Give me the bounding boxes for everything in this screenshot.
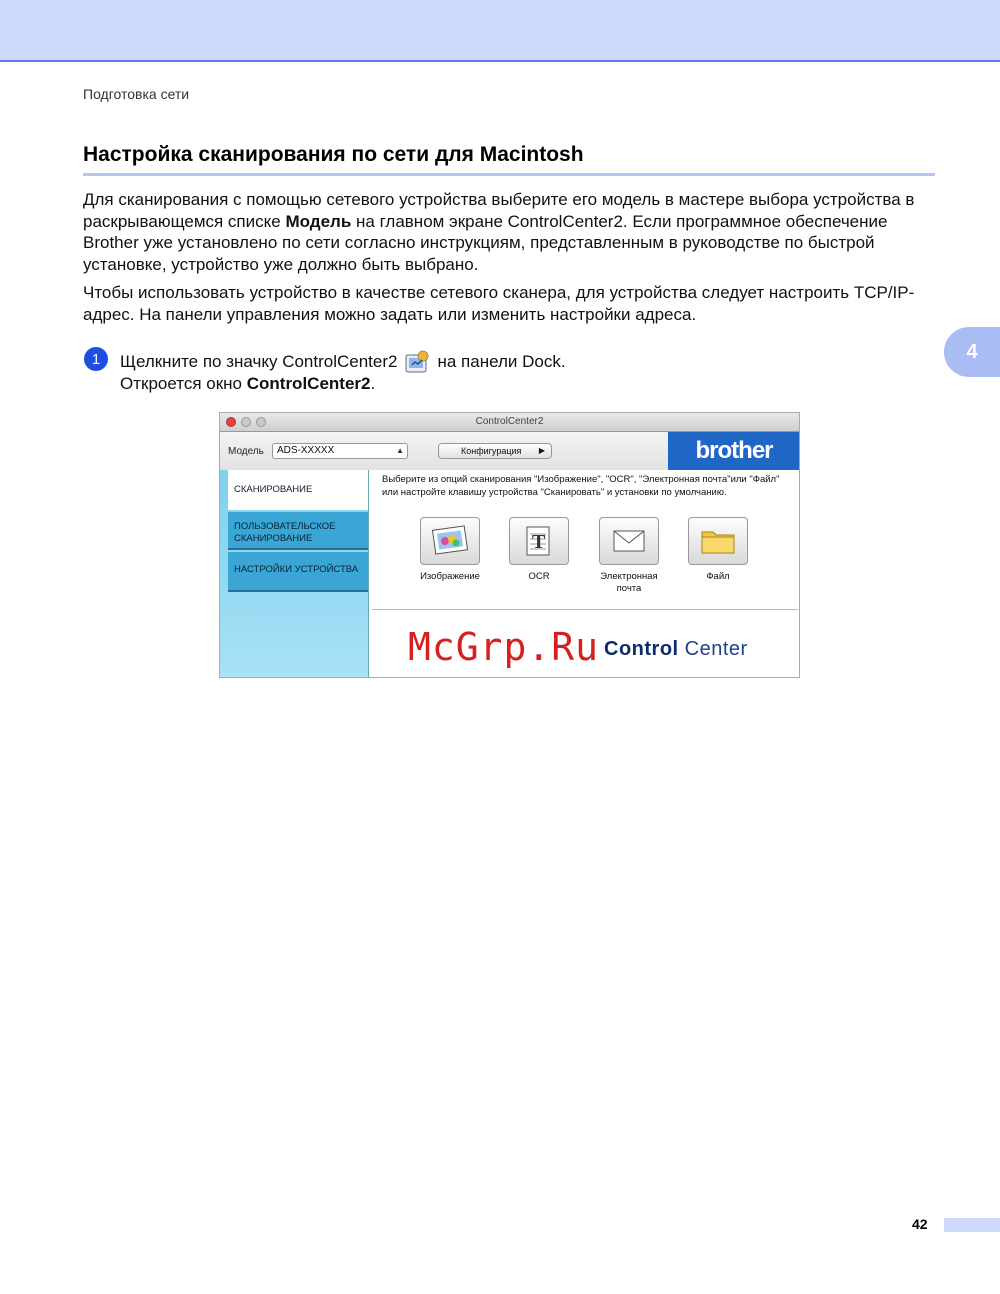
running-header: Подготовка сети — [83, 86, 190, 102]
sidebar-item-custom-line1: ПОЛЬЗОВАТЕЛЬСКОЕ — [234, 521, 336, 532]
step-line-2-bold: ControlCenter2 — [246, 374, 371, 393]
controlcenter-dock-icon — [403, 349, 431, 375]
paragraph-2: Чтобы использовать устройство в качестве сетевого сканера, для устройства следует настроить TCP/IP-адрес. На панели управления можно задать или изменить настройки адреса. — [83, 283, 915, 324]
top-header-band — [0, 0, 1000, 62]
paragraph-1-part2: на главном экране ControlCenter2. Если программное обеспечение Brother уже установлено по сети согласно инструкциям, представленным в руководстве по быстрой установке, устройство уже должно быть выбрано. — [83, 211, 888, 274]
paragraph-1-bold: Модель — [285, 211, 352, 231]
scan-instruction-text: Выберите из опций сканирования "Изображение", "OCR", "Электронная почта"или "Файл" или настройте клавишу устройства "Сканировать" и установки по умолчанию. — [382, 474, 780, 498]
paragraph-1-part1: Для сканирования с помощью сетевого устройства выберите его модель в мастере выбора устройства в раскрывающемся списке — [83, 190, 915, 231]
envelope-icon — [599, 517, 659, 565]
step-line-2 — [120, 374, 375, 394]
control-center-logo — [604, 638, 748, 661]
window-title: ControlCenter2 — [475, 416, 544, 427]
page-number-bar — [944, 1218, 1000, 1232]
control-center-logo-light: Center — [678, 638, 748, 660]
ocr-text-icon — [509, 517, 569, 565]
image-icon — [420, 517, 480, 565]
ocr-scan-label: OCR — [528, 571, 550, 582]
step-line-1-after: на панели Dock. — [437, 352, 566, 371]
file-scan-button[interactable] — [678, 517, 758, 583]
page-number: 42 — [912, 1216, 928, 1232]
image-scan-label: Изображение — [420, 571, 480, 582]
email-scan-button[interactable] — [589, 517, 669, 595]
email-scan-label — [589, 571, 669, 595]
content-divider — [372, 609, 798, 610]
image-scan-button[interactable] — [410, 517, 490, 583]
chapter-tab: 4 — [944, 327, 1000, 377]
step-line-2-after: . — [370, 374, 376, 393]
model-select-value: ADS-XXXXX — [277, 445, 335, 456]
ocr-scan-button[interactable] — [499, 517, 579, 583]
sidebar-item-device-settings[interactable]: НАСТРОЙКИ УСТРОЙСТВА — [228, 552, 368, 592]
folder-icon — [688, 517, 748, 565]
email-scan-label-line2: почта — [616, 583, 642, 594]
control-center-logo-bold: Control — [604, 638, 679, 660]
step-line-1 — [120, 349, 566, 375]
sidebar-item-custom-scan[interactable] — [228, 512, 368, 550]
email-scan-label-line1: Электронная — [600, 571, 658, 582]
updown-arrows-icon: ▲ — [396, 446, 404, 455]
window-titlebar — [220, 413, 799, 432]
sidebar — [220, 470, 369, 678]
model-select[interactable] — [272, 443, 408, 459]
file-scan-label: Файл — [706, 571, 730, 582]
step-line-2-before: Откроется окно — [120, 374, 247, 393]
svg-text:T: T — [532, 531, 546, 553]
step-line-1-before: Щелкните по значку ControlCenter2 — [120, 352, 398, 371]
model-label: Модель — [228, 446, 264, 457]
triangle-right-icon: ▶ — [538, 446, 545, 455]
brother-logo: brother — [668, 432, 800, 470]
sidebar-item-custom-line2: СКАНИРОВАНИЕ — [234, 533, 313, 544]
watermark: McGrp.Ru — [408, 625, 600, 669]
step-number-badge: 1 — [84, 347, 108, 371]
paragraph-1 — [83, 189, 943, 275]
configuration-button[interactable] — [438, 443, 552, 459]
configuration-button-label: Конфигурация — [461, 446, 522, 456]
sidebar-item-scan[interactable]: СКАНИРОВАНИЕ — [228, 470, 368, 510]
section-title: Настройка сканирования по сети для Macintosh — [83, 143, 935, 176]
